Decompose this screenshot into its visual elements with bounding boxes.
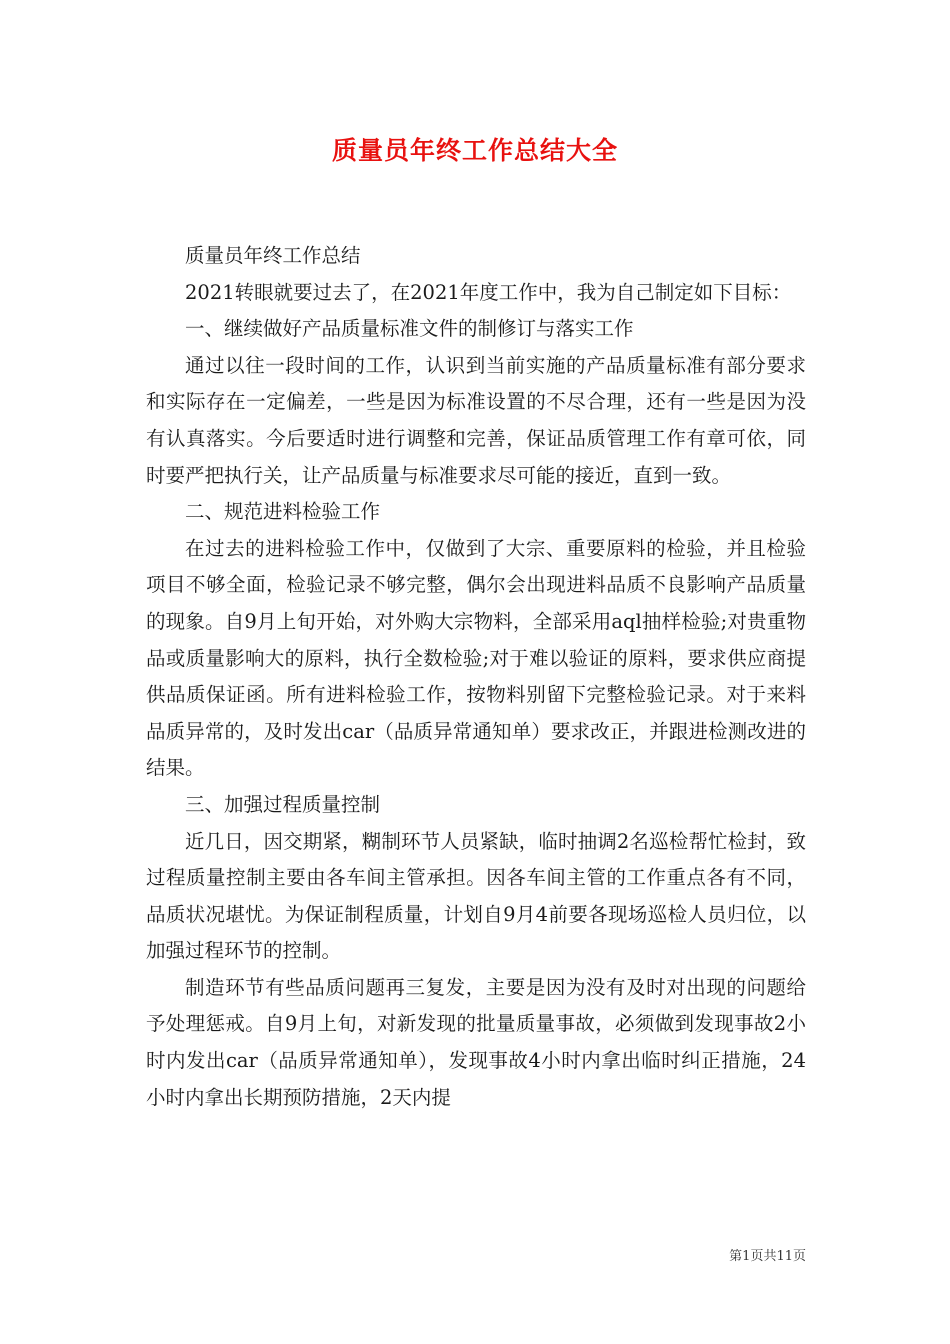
document-body bbox=[146, 238, 806, 1116]
paragraph-intro: 2021转眼就要过去了，在2021年度工作中，我为自己制定如下目标： bbox=[185, 280, 792, 304]
section-heading-1: 一、继续做好产品质量标准文件的制修订与落实工作 bbox=[185, 317, 634, 341]
section-heading-3: 三、加强过程质量控制 bbox=[185, 792, 381, 816]
paragraph-subtitle: 质量员年终工作总结 bbox=[185, 244, 361, 267]
document-title: 质量员年终工作总结大全 bbox=[331, 136, 618, 165]
section-heading-2: 二、规范进料检验工作 bbox=[185, 500, 381, 524]
paragraph-section-3a: 近几日，因交期紧，糊制环节人员紧缺，临时抽调2名巡检帮忙检封，致过程质量控制主要由各车间主管承担。因各车间主管的工作重点各有不同，品质状况堪忧。为保证制程质量，计划自9月4前要各现场巡检人员归位，以加强过程环节的控制。 bbox=[146, 829, 806, 963]
paragraph-section-2: 在过去的进料检验工作中，仅做到了大宗、重要原料的检验，并且检验项目不够全面，检验记录不够完整，偶尔会出现进料品质不良影响产品质量的现象。自9月上旬开始，对外购大宗物料，全部采用aql抽样检验;对贵重物品或质量影响大的原料，执行全数检验;对于难以验证的原料，要求供应商提供品质保证函。所有进料检验工作，按物料别留下完整检验记录。对于来料品质异常的，及时发出car（品质异常通知单）要求改正，并跟进检测改进的结果。 bbox=[146, 536, 806, 780]
paragraph-section-1: 通过以往一段时间的工作，认识到当前实施的产品质量标准有部分要求和实际存在一定偏差，一些是因为标准设置的不尽合理，还有一些是因为没有认真落实。今后要适时进行调整和完善，保证品质管理工作有章可依，同时要严把执行关，让产品质量与标准要求尽可能的接近，直到一致。 bbox=[146, 353, 806, 487]
paragraph-section-3b: 制造环节有些品质问题再三复发，主要是因为没有及时对出现的问题给予处理惩戒。自9月上旬，对新发现的批量质量事故，必须做到发现事故2小时内发出car（品质异常通知单），发现事故4小时内拿出临时纠正措施，24小时内拿出长期预防措施，2天内提 bbox=[146, 975, 806, 1109]
page-number: 第1页共11页 bbox=[729, 1249, 806, 1264]
